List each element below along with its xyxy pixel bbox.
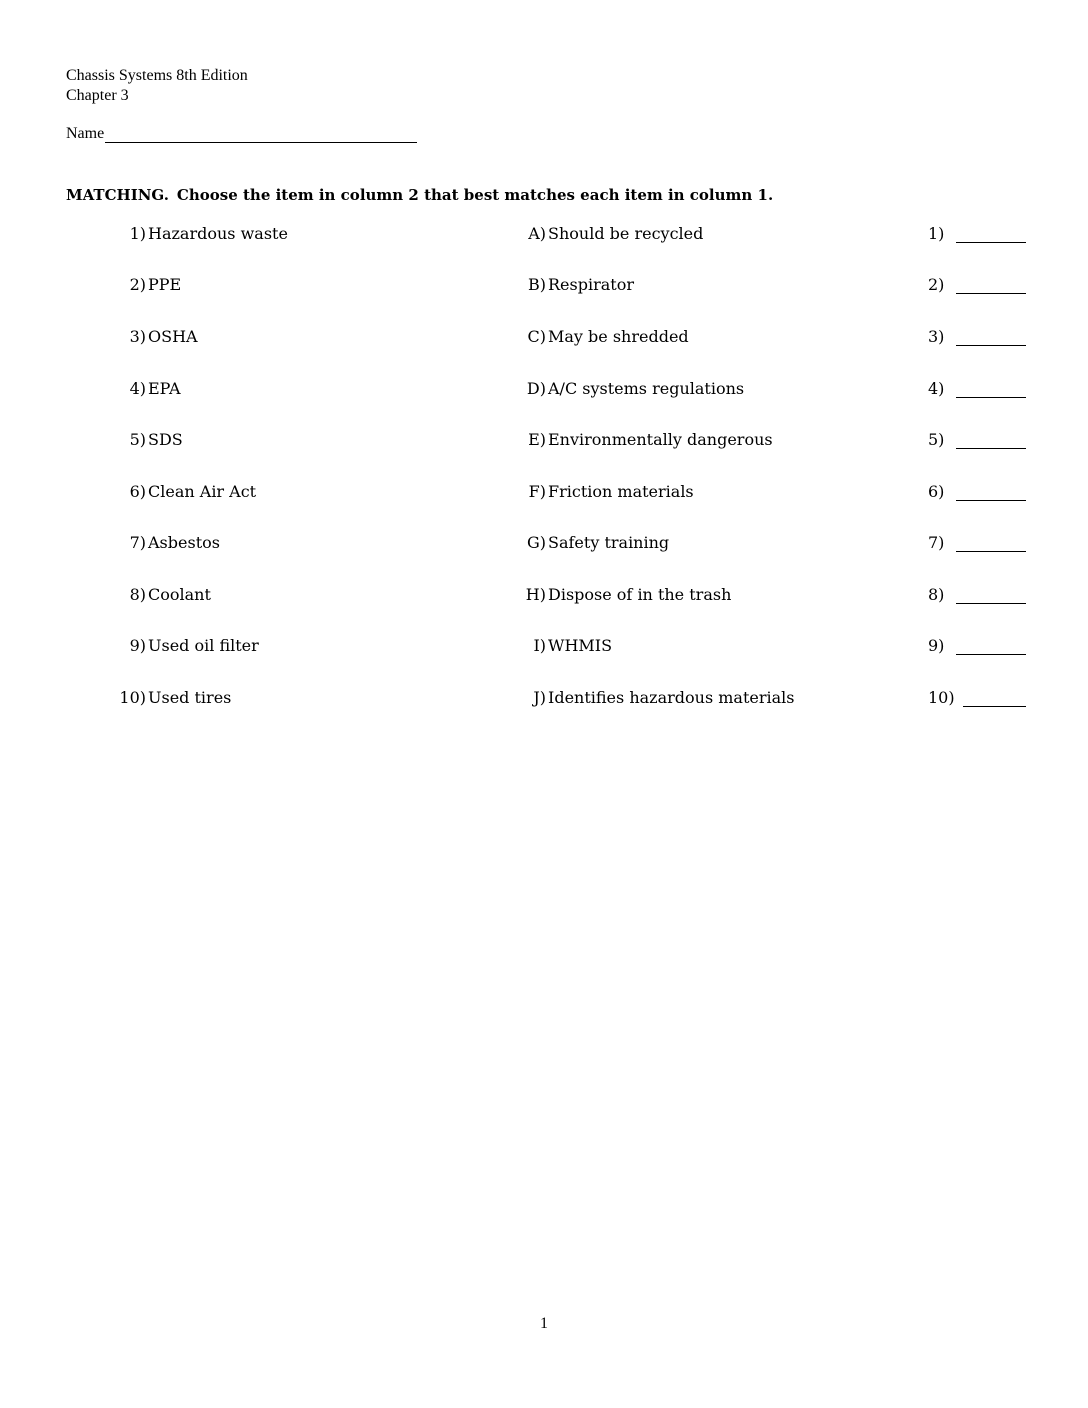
name-label: Name [66,125,105,142]
question-number: 5) [129,430,146,449]
option-letter: E) [528,430,546,449]
answer-number: 3) [928,327,945,346]
answer-number: 8) [928,585,945,604]
matching-row [0,222,1088,246]
answer-blank[interactable] [956,643,1026,655]
answer-blank[interactable] [956,540,1026,552]
answer-number: 6) [928,482,945,501]
matching-row [0,634,1088,658]
question-number: 9) [129,636,146,655]
answer-blank[interactable] [963,695,1026,707]
option-letter: J) [533,688,546,707]
option-letter: D) [526,379,546,398]
matching-row [0,377,1088,401]
option-text: WHMIS [548,636,613,655]
answer-number: 1) [928,224,945,243]
option-letter: G) [526,533,546,552]
chapter-label: Chapter 3 [66,87,129,104]
matching-row [0,325,1088,349]
answer-blank[interactable] [956,334,1026,346]
option-letter: H) [525,585,546,604]
answer-blank[interactable] [956,437,1026,449]
question-number: 2) [129,275,146,294]
question-number: 7) [129,533,146,552]
answer-blank[interactable] [956,231,1026,243]
matching-row [0,428,1088,452]
question-term: Asbestos [148,533,220,552]
question-number: 8) [129,585,146,604]
question-term: Hazardous waste [148,224,288,243]
question-number: 4) [129,379,146,398]
answer-number: 9) [928,636,945,655]
name-field[interactable] [105,126,417,143]
option-text: Identifies hazardous materials [548,688,795,707]
matching-row [0,480,1088,504]
answer-number: 7) [928,533,945,552]
question-term: Coolant [148,585,211,604]
question-term: EPA [148,379,181,398]
matching-row [0,531,1088,555]
question-term: PPE [148,275,182,294]
instructions-heading: MATCHING. [66,186,169,204]
option-letter: F) [528,482,546,501]
answer-number: 4) [928,379,945,398]
matching-row [0,583,1088,607]
option-letter: C) [527,327,546,346]
option-text: Dispose of in the trash [548,585,732,604]
option-text: Friction materials [548,482,694,501]
answer-number: 2) [928,275,945,294]
question-number: 3) [129,327,146,346]
question-term: Clean Air Act [148,482,257,501]
matching-row [0,686,1088,710]
option-text: Safety training [548,533,670,552]
option-text: Should be recycled [548,224,704,243]
answer-blank[interactable] [956,282,1026,294]
option-text: Respirator [548,275,634,294]
matching-row [0,273,1088,297]
answer-number: 10) [928,688,955,707]
instructions-text: Choose the item in column 2 that best matches each item in column 1. [176,186,774,204]
question-term: Used oil filter [148,636,259,655]
page-number: 1 [540,1315,548,1332]
book-title: Chassis Systems 8th Edition [66,67,248,84]
option-letter: A) [528,224,546,243]
instructions [66,185,773,205]
answer-blank[interactable] [956,489,1026,501]
option-text: A/C systems regulations [548,379,745,398]
answer-blank[interactable] [956,386,1026,398]
question-number: 1) [129,224,146,243]
answer-blank[interactable] [956,592,1026,604]
question-term: OSHA [148,327,198,346]
name-row [66,125,417,143]
option-text: May be shredded [548,327,689,346]
question-number: 6) [129,482,146,501]
question-term: SDS [148,430,183,449]
option-text: Environmentally dangerous [548,430,773,449]
option-letter: B) [528,275,546,294]
answer-number: 5) [928,430,945,449]
question-number: 10) [119,688,146,707]
question-term: Used tires [148,688,232,707]
option-letter: I) [533,636,546,655]
